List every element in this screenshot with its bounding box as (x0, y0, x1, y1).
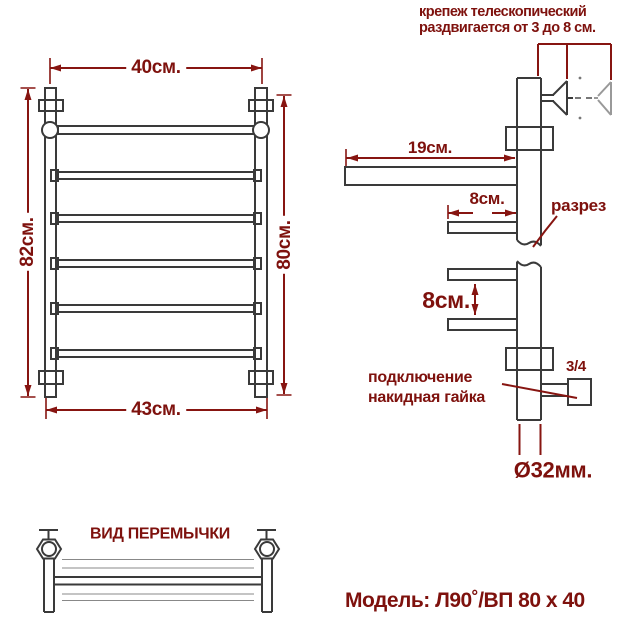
thread-size-label: 3/4 (566, 358, 586, 375)
dimension-lines (21, 44, 612, 455)
dim-shelf-depth: 19см. (407, 138, 453, 158)
dim-rung-gap: 8см. (422, 286, 470, 313)
model-label: Модель: Л90˚/ВП 80 х 40 (345, 589, 585, 612)
dim-width-top: 40см. (126, 58, 186, 78)
connection-label-line2: накидная гайка (368, 388, 486, 406)
dim-height-left: 82см. (18, 213, 38, 271)
dim-hook-length: 8см. (469, 189, 505, 209)
telescopic-note-line1: крепеж телескопический (419, 4, 587, 20)
telescopic-mount-drawing (541, 77, 611, 120)
telescopic-note (419, 5, 596, 36)
connection-label (368, 368, 485, 407)
pipe-diameter-label: Ø32мм. (513, 457, 593, 483)
crossbar-view-title: ВИД ПЕРЕМЫЧКИ (89, 525, 231, 543)
section-label: разрез (551, 196, 606, 215)
front-view-drawing (39, 88, 273, 397)
dim-height-right: 80см. (275, 216, 295, 274)
dimension-arrowheads (25, 65, 517, 414)
telescopic-note-line2: раздвигается от 3 до 8 см. (419, 19, 596, 36)
dim-width-bottom: 43см. (126, 400, 186, 420)
connection-label-line1: подключение (368, 369, 473, 386)
